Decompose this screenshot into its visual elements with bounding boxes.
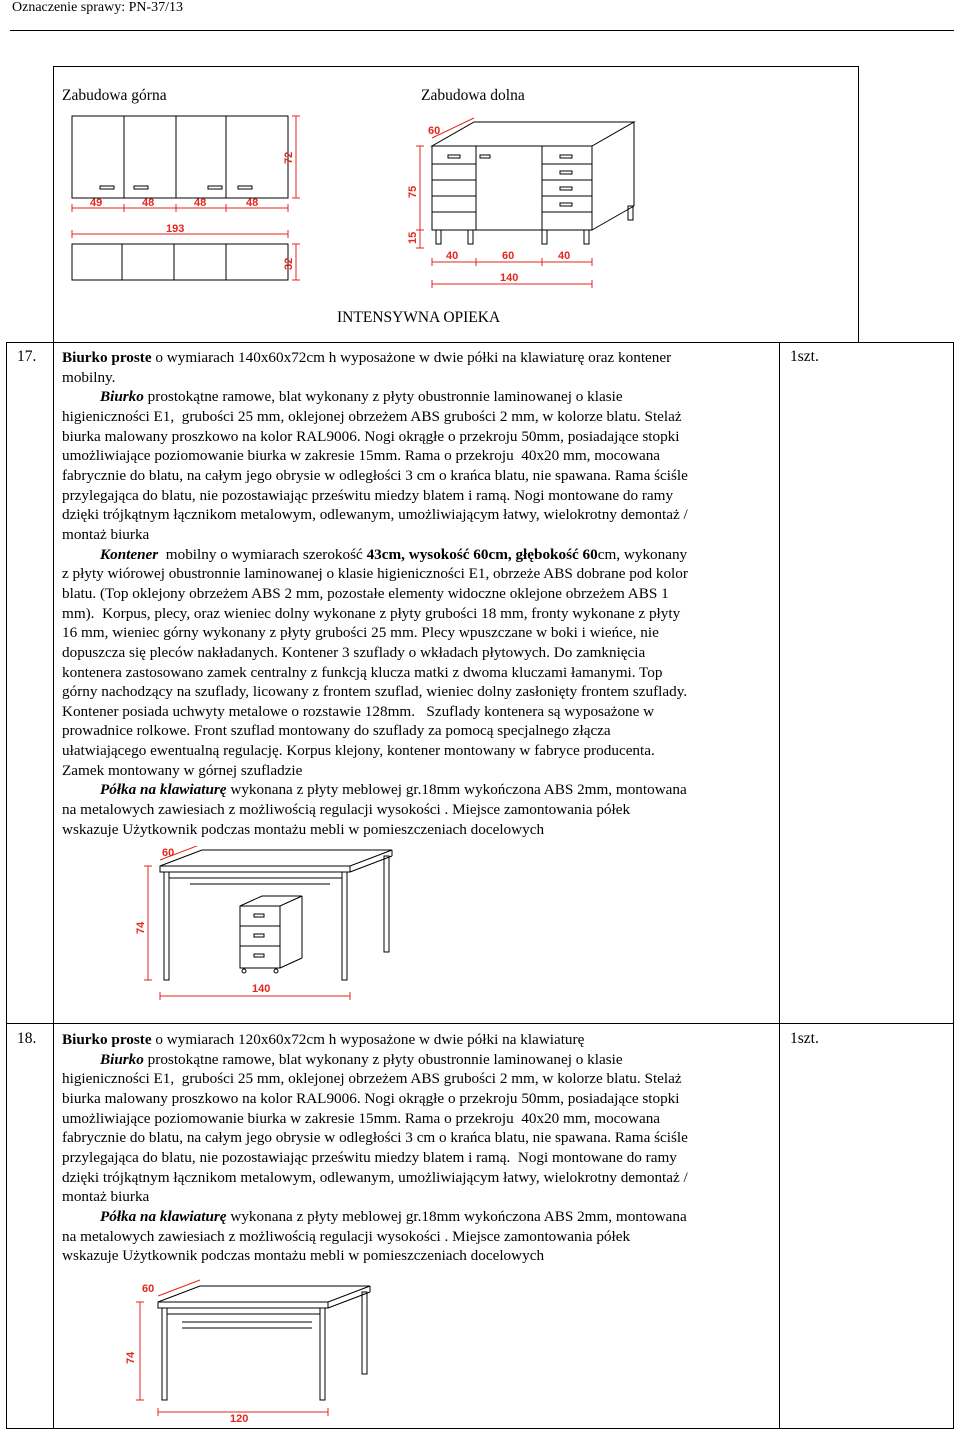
- table-line: [6, 342, 7, 1429]
- table-line: [53, 342, 54, 1429]
- shelf-spec: wykonana z płyty meblowej gr.18mm wykończona ABS 2mm, montowana na metalowych zawiesiach z możliwością regulacji wysokości . Miejsce zamontowania półek wskazuje Użytkownik podczas montażu mebli w pomieszczeniach docelowych: [62, 1207, 687, 1265]
- dim-label: 48: [142, 197, 155, 209]
- lower-cabinets-label: Zabudowa dolna: [421, 87, 525, 104]
- dim-label: 40: [446, 250, 459, 262]
- item-name: Biurko proste: [62, 1031, 152, 1048]
- case-number: Oznaczenie sprawy: PN-37/13: [12, 0, 184, 15]
- dim-label: 140: [252, 983, 271, 995]
- dim-label: 74: [135, 921, 147, 934]
- dim-label: 60: [428, 125, 441, 137]
- dim-label: 60: [162, 847, 175, 859]
- table-line: [779, 342, 780, 1429]
- item-17-description: [62, 348, 774, 839]
- dim-label: 40: [558, 250, 571, 262]
- container-heading: Kontener: [99, 545, 159, 563]
- lower-cabinets-drawing: [392, 116, 642, 296]
- dim-label: 15: [407, 231, 419, 244]
- table-line: [53, 66, 54, 342]
- desk-spec: prostokątne ramowe, blat wykonany z płyty obustronnie laminowanej o klasie higieniczności E1, grubości 25 mm, oklejonej obrzeżem ABS grubości 2 mm, w kolorze blatu. Stelaż biurka malowany proszkowo na kolor RAL9006. Nogi okrągłe o przekroju 50mm, posiadające stopki umożliwiające poziomowanie biurka w zakresie 15mm. Rama o przekroju 40x20 mm, mocowana fabrycznie do blatu, na całym jego obrysie w odległości 3 cm o krańca blatu, nie spawana. Rama ściśle przylegająca do blatu, nie pozostawiając prześwitu miedzy blatem i ramą. Nogi montowane do ramy dzięki trójkątnym łącznikom metalowym, odlewanym, umożliwiającym łatwy, wielokrotny demontaż / montaż biurka: [62, 1050, 688, 1206]
- table-line: [6, 1023, 954, 1024]
- dim-label: 49: [90, 197, 103, 209]
- desk-heading: Biurko: [99, 388, 144, 406]
- section-title: INTENSYWNA OPIEKA: [337, 309, 501, 326]
- item-summary: o wymiarach 120x60x72cm h wyposażone w dwie półki na klawiaturę: [151, 1031, 585, 1048]
- row-number: 17.: [17, 348, 37, 365]
- dim-label: 32: [283, 257, 295, 270]
- row-quantity: 1szt.: [790, 348, 819, 365]
- dim-label: 72: [283, 151, 295, 164]
- header-rule: [10, 30, 954, 31]
- dim-label: 60: [502, 250, 515, 262]
- shelf-heading: Półka na klawiaturę: [99, 781, 227, 799]
- row-quantity: 1szt.: [790, 1030, 819, 1047]
- dim-label: 120: [230, 1413, 249, 1425]
- table-line: [858, 66, 859, 342]
- dim-label: 140: [500, 272, 519, 284]
- container-spec-b: cm, wykonany z płyty wiórowej obustronnie laminowanej o klasie higieniczności E1, obrzeże ABS dobrane pod kolor blatu. (Top oklejony obrzeżem ABS 2 mm, pozostałe elementy widoczne oklejone obrzeżem ABS 1 mm). Korpus, plecy, oraz wieniec dolny wykonane z płyty grubości 18 mm, fronty wykonane z płyty 16 mm, wieniec górny wykonany z płyty grubości 25 mm. Plecy wpuszczane w boki i wieńce, nie dopuszcza się pleców nakładanych. Kontener 3 szuflady o wkładach płytowych. Do zamknięcia kontenera zastosowano zamek centralny z funkcją klucza matki z dwoma kluczami łamanymi. Top górny nachodzący na szuflady, licowany z frontem szuflad, wieniec dolny zasłonięty frontem szuflady. Kontener posiada uchwyty metalowe o rozstawie 128mm. Szuflady kontenera są wyposażone w prowadnice rolkowe. Front szuflad montowany do szuflady za pomocą specjalnego złącza ułatwiającego ewentualną regulację. Korpus klejony, kontener montowany w fabryce producenta. Zamek montowany w górnej szufladzie: [62, 545, 688, 779]
- dim-label: 48: [194, 197, 207, 209]
- dim-label: 75: [407, 185, 419, 198]
- dim-label: 193: [166, 223, 185, 235]
- table-line: [53, 66, 859, 67]
- desk-with-container-drawing: [130, 846, 410, 1006]
- upper-cabinets-drawing: [60, 108, 310, 288]
- shelf-spec: wykonana z płyty meblowej gr.18mm wykończona ABS 2mm, montowana na metalowych zawiesiach z możliwością regulacji wysokości . Miejsce zamontowania półek wskazuje Użytkownik podczas montażu mebli w pomieszczeniach docelowych: [62, 781, 687, 838]
- shelf-heading: Półka na klawiaturę: [99, 1207, 227, 1225]
- container-spec-a: mobilny o wymiarach szerokość: [158, 545, 367, 563]
- desk-spec: prostokątne ramowe, blat wykonany z płyty obustronnie laminowanej o klasie higieniczności E1, grubości 25 mm, oklejonej obrzeżem ABS grubości 2 mm, w kolorze blatu. Stelaż biurka malowany proszkowo na kolor RAL9006. Nogi okrągłe o przekroju 50mm, posiadające stopki umożliwiające poziomowanie biurka w zakresie 15mm. Rama o przekroju 40x20 mm, mocowana fabrycznie do blatu, na całym jego obrysie w odległości 3 cm o krańca blatu, nie spawana. Rama ściśle przylegająca do blatu, nie pozostawiając prześwitu miedzy blatem i ramą. Nogi montowane do ramy dzięki trójkątnym łącznikom metalowym, odlewanym, umożliwiającym łatwy, wielokrotny demontaż / montaż biurka: [62, 388, 688, 543]
- item-summary: o wymiarach 140x60x72cm h wyposażone w dwie półki na klawiaturę oraz kontener mobilny.: [62, 349, 672, 386]
- table-line: [953, 342, 954, 1429]
- item-18-description: [62, 1030, 774, 1266]
- dim-label: 48: [246, 197, 259, 209]
- upper-cabinets-label: Zabudowa górna: [62, 87, 167, 104]
- dim-label: 74: [125, 1351, 137, 1364]
- table-line: [6, 1428, 954, 1429]
- row-number: 18.: [17, 1030, 37, 1047]
- table-line: [6, 342, 954, 343]
- container-dimensions: 43cm, wysokość 60cm, głębokość 60: [366, 545, 598, 563]
- desk-drawing: [112, 1276, 392, 1426]
- dim-label: 60: [142, 1283, 155, 1295]
- desk-heading: Biurko: [99, 1050, 144, 1068]
- item-name: Biurko proste: [62, 349, 152, 366]
